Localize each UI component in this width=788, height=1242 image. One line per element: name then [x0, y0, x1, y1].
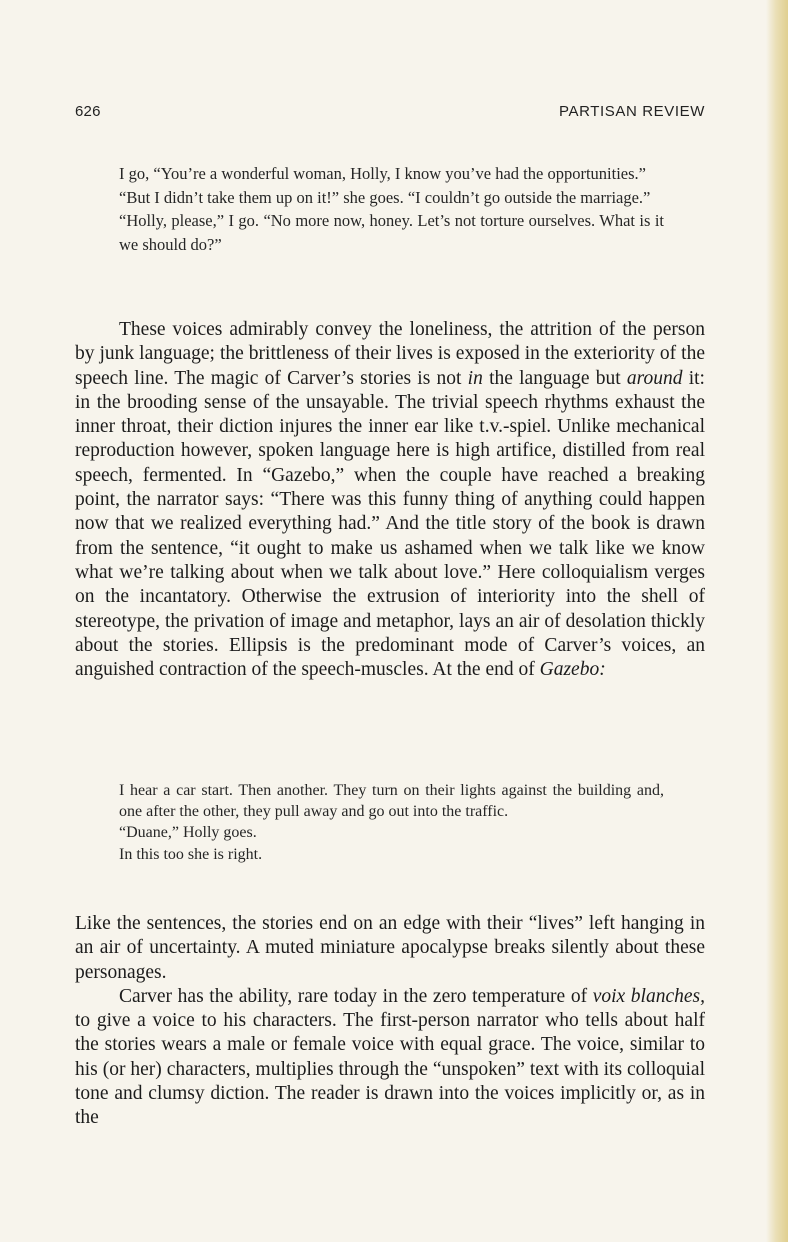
- quote-line: In this too she is right.: [119, 845, 263, 863]
- running-header: [75, 103, 705, 125]
- quote-line: “Duane,” Holly goes.: [119, 824, 257, 842]
- italic-text: Gazebo:: [539, 659, 606, 681]
- block-quote-gazebo: [119, 780, 664, 865]
- text-run: These voices admirably convey the loneliness, the attrition of the person by junk language; the brittleness of their lives is exposed in the exteriority of the speech line. The magic of Carver’s stories is not: [75, 319, 705, 389]
- body-paragraph-voices: [75, 318, 705, 682]
- quote-line: I go, “You’re a wonderful woman, Holly, I know you’ve had the opportunities.”: [119, 164, 646, 183]
- paragraph: [75, 318, 705, 682]
- page-number: 626: [75, 103, 101, 120]
- paragraph: Like the sentences, the stories end on an edge with their “lives” left hanging in an air of uncertainty. A muted miniature apocalypse breaks silently about these personages.: [75, 913, 705, 983]
- italic-text: voix blanches,: [592, 985, 705, 1007]
- page-edge-shadow: [766, 0, 788, 1242]
- block-quote-dialogue: [119, 162, 664, 256]
- quote-line: “Holly, please,” I go. “No more now, honey. Let’s not torture ourselves. What is it we should do?”: [119, 211, 664, 254]
- text-run: to give a voice to his characters. The first-person narrator who tells about half the stories wears a male or female voice with equal grace. The voice, similar to his (or her) characters, multiplies through the “unspoken” text with its colloquial tone and clumsy diction. The reader is drawn into the voices implicitly or, as in the: [75, 1010, 705, 1129]
- body-text-continued: [75, 912, 705, 1131]
- text-run: Carver has the ability, rare today in the zero temperature of: [119, 985, 593, 1007]
- text-run: the language but: [482, 367, 627, 389]
- italic-text: in: [467, 367, 483, 389]
- quote-line: “But I didn’t take them up on it!” she goes. “I couldn’t go outside the marriage.”: [119, 187, 651, 207]
- quote-line: I hear a car start. Then another. They turn on their lights against the building and, one after the other, they pull away and go out into the traffic.: [119, 782, 664, 821]
- italic-text: around: [626, 367, 683, 389]
- text-run: it: in the brooding sense of the unsayable. The trivial speech rhythms exhaust the inner throat, their diction injures the inner ear like t.v.-spiel. Unlike mechanical reproduction however, spoken language here is high artifice, distilled from real speech, fermented. In “Gazebo,” when the couple have reached a breaking point, the narrator says: “There was this funny thing of anything could happen now that we realized everything had.” And the title story of the book is drawn from the sentence, “it ought to make us ashamed when we talk like we know what we’re talking about when we talk about love.” Here colloquialism verges on the incantatory. Otherwise the extrusion of interiority into the shell of stereotype, the privation of image and metaphor, lays an air of desolation thickly about the stories. Ellipsis is the predominant mode of Carver’s voices, an anguished contraction of the speech-muscles. At the end of: [75, 367, 705, 681]
- journal-title: PARTISAN REVIEW: [559, 103, 705, 120]
- paragraph: [75, 985, 705, 1131]
